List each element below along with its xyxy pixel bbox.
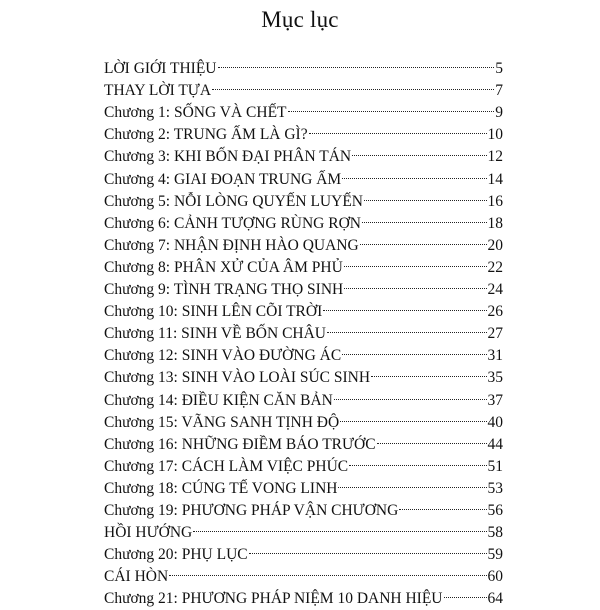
toc-dot-leader (349, 449, 486, 471)
toc-entry-label: Chương 4: GIAI ĐOẠN TRUNG ẤM (104, 170, 342, 188)
toc-entry-label: CÁI HÒN (104, 568, 169, 586)
toc-entry-page-number: 37 (487, 391, 503, 409)
toc-entry-page-number: 10 (487, 126, 503, 144)
toc-dot-leader (371, 360, 486, 382)
table-of-contents (104, 51, 503, 608)
toc-entry-label: THAY LỜI TỰA (104, 82, 212, 100)
toc-dot-leader (309, 117, 487, 139)
toc-entry-page-number: 9 (495, 104, 503, 122)
toc-dot-leader (352, 139, 486, 161)
toc-entry-label: LỜI GIỚI THIỆU (104, 60, 217, 78)
toc-entry-label: Chương 19: PHƯƠNG PHÁP VẬN CHƯƠNG (104, 501, 399, 519)
toc-dot-leader (327, 316, 487, 338)
toc-entry-label: Chương 9: TÌNH TRẠNG THỌ SINH (104, 281, 344, 299)
toc-entry-label: Chương 18: CÚNG TẾ VONG LINH (104, 479, 338, 497)
toc-dot-leader (212, 73, 494, 95)
toc-entry-label: Chương 1: SỐNG VÀ CHẾT (104, 104, 287, 122)
toc-entry-label: Chương 14: ĐIỀU KIỆN CĂN BẢN (104, 391, 333, 409)
toc-dot-leader (288, 95, 495, 117)
toc-dot-leader (364, 184, 487, 206)
toc-entry-page-number: 16 (487, 192, 503, 210)
toc-dot-leader (169, 559, 486, 581)
toc-dot-leader (249, 537, 487, 559)
toc-entry-page-number: 58 (487, 524, 503, 542)
toc-entry-label: Chương 20: PHỤ LỤC (104, 546, 248, 564)
toc-dot-leader (338, 471, 486, 493)
toc-entry-label: Chương 21: PHƯƠNG PHÁP NIỆM 10 DANH HIỆU (104, 590, 443, 608)
toc-entry-label: Chương 13: SINH VÀO LOÀI SÚC SINH (104, 369, 371, 387)
toc-entry-page-number: 40 (487, 413, 503, 431)
toc-entry-page-number: 20 (487, 236, 503, 254)
toc-entry-page-number: 44 (487, 435, 503, 453)
toc-dot-leader (399, 493, 486, 515)
toc-entry-label: Chương 8: PHÂN XỬ CỦA ÂM PHỦ (104, 258, 343, 276)
toc-dot-leader (362, 206, 487, 228)
toc-dot-leader (340, 405, 486, 427)
toc-dot-leader (360, 228, 487, 250)
toc-entry-page-number: 24 (487, 281, 503, 299)
toc-entry-page-number: 22 (487, 258, 503, 276)
toc-entry-label: Chương 15: VÃNG SANH TỊNH ĐỘ (104, 413, 340, 431)
toc-dot-leader (444, 581, 487, 603)
toc-entry-page-number: 56 (487, 501, 503, 519)
toc-entry-page-number: 60 (487, 568, 503, 586)
toc-entry-page-number: 26 (487, 303, 503, 321)
toc-dot-leader (377, 427, 487, 449)
toc-entry-label: Chương 6: CẢNH TƯỢNG RÙNG RỢN (104, 214, 361, 232)
toc-entry-page-number: 18 (487, 214, 503, 232)
toc-entry-label: Chương 10: SINH LÊN CÕI TRỜI (104, 303, 323, 321)
toc-entry-page-number: 64 (487, 590, 503, 608)
toc-dot-leader (323, 294, 486, 316)
toc-entry-page-number: 51 (487, 457, 503, 475)
toc-entry-page-number: 14 (487, 170, 503, 188)
toc-entry-label: Chương 7: NHẬN ĐỊNH HÀO QUANG (104, 236, 359, 254)
toc-dot-leader (334, 382, 487, 404)
toc-entry-label: Chương 12: SINH VÀO ĐƯỜNG ÁC (104, 347, 342, 365)
toc-entry-label: Chương 17: CÁCH LÀM VIỆC PHÚC (104, 457, 349, 475)
toc-entry-page-number: 59 (487, 546, 503, 564)
toc-entry-label: Chương 2: TRUNG ẤM LÀ GÌ? (104, 126, 308, 144)
toc-entry-page-number: 35 (487, 369, 503, 387)
toc-dot-leader (342, 161, 486, 183)
toc-entry-label: Chương 11: SINH VỀ BỐN CHÂU (104, 325, 326, 343)
toc-dot-leader (344, 272, 486, 294)
toc-dot-leader (342, 338, 486, 360)
toc-entry-label: Chương 5: NỖI LÒNG QUYẾN LUYẾN (104, 192, 363, 210)
toc-dot-leader (218, 51, 495, 73)
toc-entry-page-number: 27 (487, 325, 503, 343)
toc-dot-leader (344, 250, 487, 272)
toc-entry-page-number: 7 (495, 82, 503, 100)
toc-entry-page-number: 5 (495, 60, 503, 78)
toc-entry-label: Chương 16: NHỮNG ĐIỀM BÁO TRƯỚC (104, 435, 376, 453)
toc-dot-leader (193, 515, 486, 537)
toc-entry-label: Chương 3: KHI BỐN ĐẠI PHÂN TÁN (104, 148, 352, 166)
toc-entry-page-number: 12 (487, 148, 503, 166)
toc-entry-page-number: 53 (487, 479, 503, 497)
page-title: Mục lục (261, 7, 339, 32)
toc-entry-label: HỒI HƯỚNG (104, 524, 193, 542)
toc-entry (104, 51, 503, 78)
toc-entry-page-number: 31 (487, 347, 503, 365)
